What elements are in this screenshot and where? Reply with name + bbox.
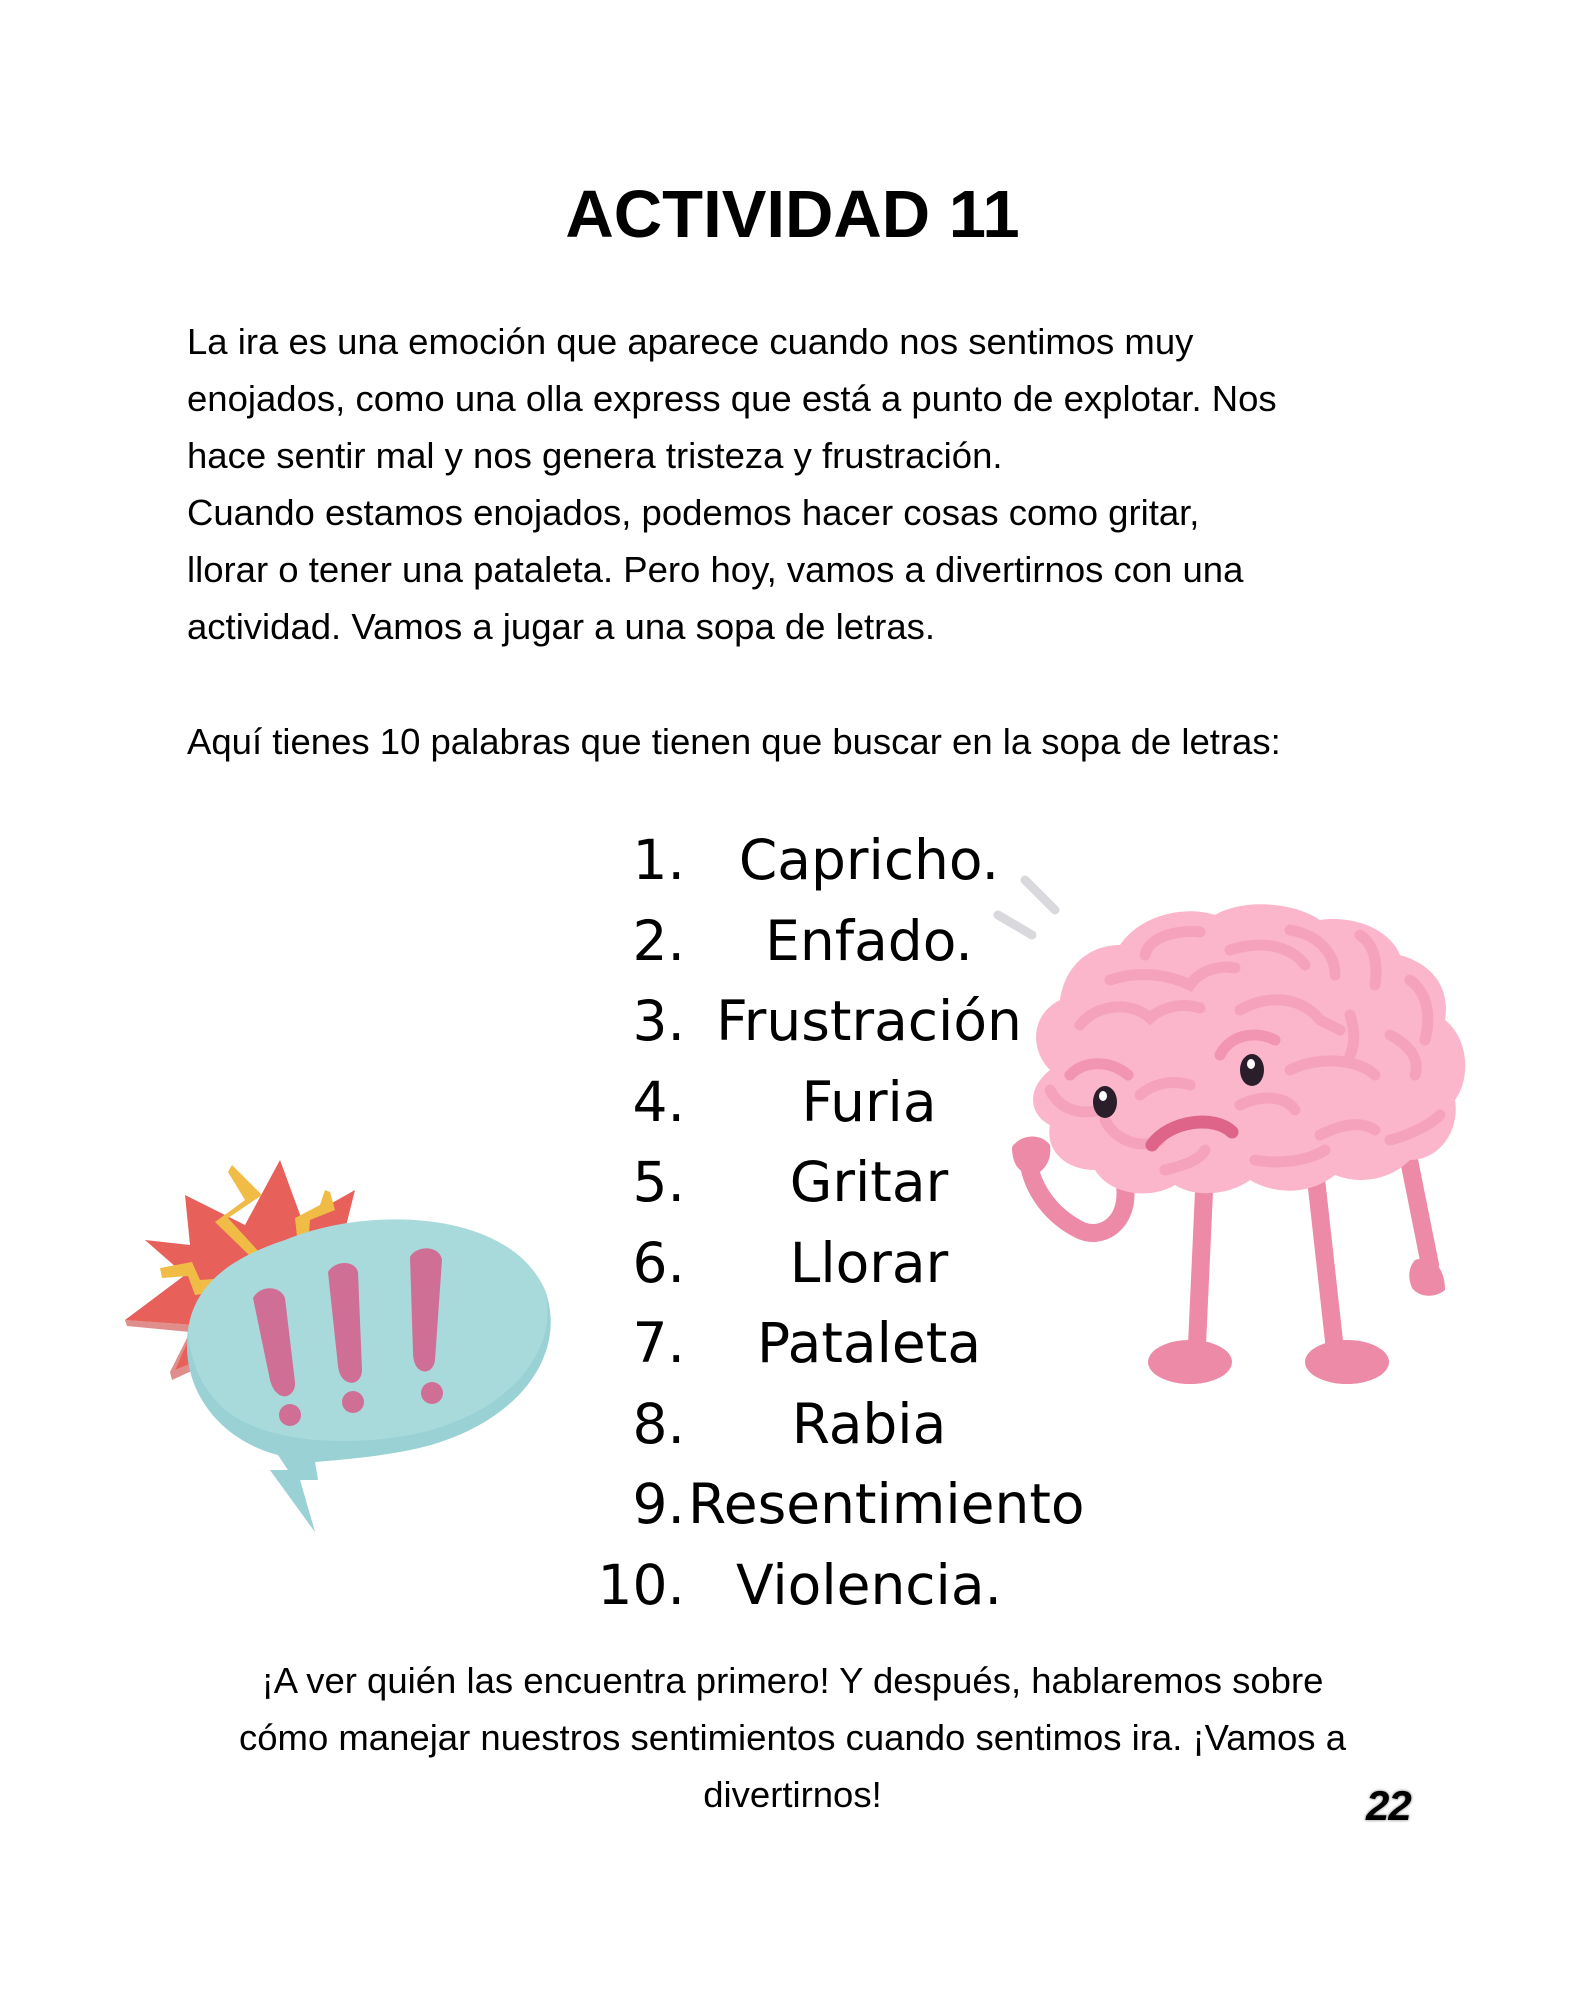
- word-list-item: [540, 820, 1060, 901]
- angry-brain-character-icon: [990, 870, 1490, 1430]
- intro-line: llorar o tener una pataleta. Pero hoy, vamos a divertirnos con una: [187, 549, 1244, 590]
- intro-line: actividad. Vamos a jugar a una sopa de letras.: [187, 606, 936, 647]
- closing-line: divertirnos!: [703, 1774, 882, 1815]
- item-word: Frustración: [716, 989, 1022, 1053]
- item-number: 6.: [632, 1230, 685, 1295]
- item-word: Furia: [801, 1069, 937, 1134]
- item-number: 1.: [632, 828, 685, 892]
- item-number: 2.: [632, 908, 685, 973]
- item-number: 9.: [632, 1472, 685, 1536]
- item-number: 3.: [632, 989, 685, 1053]
- item-number: 4.: [632, 1069, 685, 1134]
- word-list-lead: Aquí tienes 10 palabras que tienen que buscar en la sopa de letras:: [187, 721, 1281, 762]
- word-list-item: [540, 1384, 1060, 1465]
- intro-paragraph: [187, 313, 1417, 655]
- word-list-item: [540, 1303, 1060, 1384]
- word-list-item: [540, 901, 1060, 982]
- item-number: 5.: [632, 1150, 685, 1214]
- intro-line: La ira es una emoción que aparece cuando nos sentimos muy: [187, 321, 1194, 362]
- intro-line: Cuando estamos enojados, podemos hacer cosas como gritar,: [187, 492, 1200, 533]
- item-word: Llorar: [789, 1230, 949, 1295]
- closing-line: cómo manejar nuestros sentimientos cuando sentimos ira. ¡Vamos a: [239, 1717, 1346, 1758]
- word-list-item: [540, 1062, 1060, 1143]
- word-list-item: [540, 1223, 1060, 1304]
- item-number: 8.: [632, 1391, 685, 1456]
- exclamation-speech-bubble-icon: [110, 1150, 560, 1550]
- word-list: [540, 820, 1085, 1625]
- item-number: 10.: [597, 1552, 685, 1617]
- closing-line: ¡A ver quién las encuentra primero! Y después, hablaremos sobre: [261, 1660, 1324, 1701]
- item-number: 7.: [632, 1311, 685, 1375]
- word-list-item: [540, 1545, 1060, 1626]
- item-word: Pataleta: [756, 1311, 982, 1375]
- page-number: 22: [1366, 1782, 1411, 1829]
- word-list-item: [540, 1142, 1060, 1223]
- item-word: Rabia: [791, 1391, 947, 1456]
- word-list-item: [540, 1464, 1085, 1545]
- item-word: Capricho.: [738, 828, 1000, 892]
- item-word: Enfado.: [765, 908, 973, 973]
- closing-paragraph: [0, 1652, 1585, 1823]
- page-title: ACTIVIDAD 11: [565, 177, 1020, 252]
- word-list-item: [540, 981, 1060, 1062]
- item-word: Gritar: [789, 1150, 949, 1214]
- intro-line: hace sentir mal y nos genera tristeza y frustración.: [187, 435, 1003, 476]
- item-word: Resentimiento: [688, 1472, 1085, 1536]
- intro-line: enojados, como una olla express que está a punto de explotar. Nos: [187, 378, 1277, 419]
- item-word: Violencia.: [735, 1552, 1003, 1617]
